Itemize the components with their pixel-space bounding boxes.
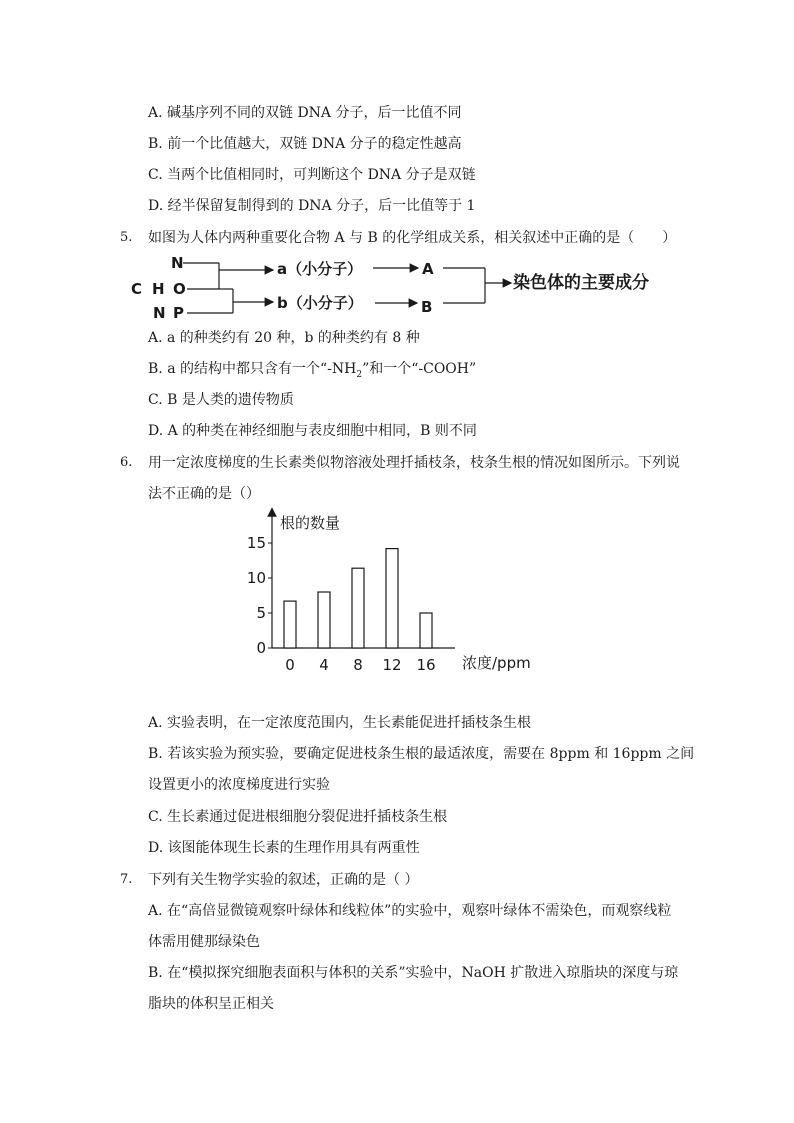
- q7-option-a-line2: 体需用健那绿染色: [148, 934, 260, 950]
- q4-option-c: C. 当两个比值相同时，可判断这个 DNA 分子是双链: [148, 167, 476, 183]
- element-h: H: [152, 280, 165, 298]
- q6-option-c: C. 生长素通过促进根细胞分裂促进扦插枝条生根: [148, 809, 448, 825]
- bar-8: [352, 568, 364, 648]
- q6-option-b-line2: 设置更小的浓度梯度进行实验: [148, 777, 330, 793]
- element-n-top: N: [171, 254, 184, 272]
- x-tick-label: 16: [416, 656, 436, 674]
- q5-option-b-pre: B. a 的结构中都只含有一个“-NH: [148, 361, 357, 377]
- q5-option-d: D. A 的种类在神经细胞与表皮细胞中相同，B 则不同: [148, 423, 477, 439]
- x-tick-label: 4: [319, 656, 329, 674]
- q6-number: 6.: [120, 455, 133, 470]
- q7-number: 7.: [120, 872, 133, 887]
- bar-12: [386, 549, 398, 648]
- x-tick-label: 0: [285, 656, 295, 674]
- q6-stem-line2: 法不正确的是（）: [148, 486, 260, 502]
- q7-option-a-line1: A. 在“高倍显微镜观察叶绿体和线粒体”的实验中，观察叶绿体不需染色，而观察线粒: [148, 903, 672, 919]
- q4-option-a: A. 碱基序列不同的双链 DNA 分子，后一比值不同: [148, 105, 462, 121]
- q5-option-b: [148, 359, 476, 385]
- q5-option-b-sub: 2: [356, 369, 363, 380]
- composition-diagram: [125, 252, 685, 322]
- y-tick-label: 0: [256, 639, 266, 657]
- small-molecule-b: b（小分子）: [277, 294, 363, 312]
- q4-option-b: B. 前一个比值越大，双链 DNA 分子的稳定性越高: [148, 136, 462, 152]
- x-tick-label: 8: [353, 656, 363, 674]
- bar-4: [318, 592, 330, 648]
- q7-option-b-line1: B. 在“模拟探究细胞表面积与体积的关系”实验中，NaOH 扩散进入琼脂块的深度与琼: [148, 965, 679, 981]
- q4-option-d: D. 经半保留复制得到的 DNA 分子，后一比值等于 1: [148, 198, 476, 214]
- q5-option-b-post: ”和一个“-COOH”: [362, 361, 477, 377]
- y-tick-label: 5: [256, 604, 266, 622]
- compound-a: A: [422, 260, 434, 278]
- q5-option-a: A. a 的种类约有 20 种，b 的种类约有 8 种: [148, 330, 420, 346]
- q6-option-d: D. 该图能体现生长素的生理作用具有两重性: [148, 840, 420, 856]
- element-n-bottom: N: [153, 304, 166, 322]
- q6-option-b-line1: B. 若该实验为预实验，要确定促进枝条生根的最适浓度，需要在 8ppm 和 16ppm 之间: [148, 746, 695, 762]
- q6-stem-line1: 用一定浓度梯度的生长素类似物溶液处理扦插枝条，枝条生根的情况如图所示。下列说: [148, 455, 680, 471]
- element-c: C: [131, 280, 143, 298]
- element-p: P: [173, 304, 184, 322]
- compound-b: B: [421, 298, 433, 316]
- bar-16: [420, 613, 432, 648]
- x-tick-label: 12: [382, 656, 402, 674]
- q7-option-b-line2: 脂块的体积呈正相关: [148, 996, 274, 1012]
- q6-option-a: A. 实验表明，在一定浓度范围内，生长素能促进扦插枝条生根: [148, 715, 532, 731]
- q7-stem: 下列有关生物学实验的叙述，正确的是（ ）: [148, 872, 419, 888]
- root-count-bar-chart: [246, 508, 550, 678]
- y-axis-label: 根的数量: [280, 514, 341, 532]
- q5-stem: 如图为人体内两种重要化合物 A 与 B 的化学组成关系，相关叙述中正确的是（ ）: [148, 230, 677, 246]
- chromosome-component: 染色体的主要成分: [513, 273, 649, 293]
- small-molecule-a: a（小分子）: [277, 260, 363, 278]
- q5-number: 5.: [120, 230, 133, 245]
- bar-0: [284, 601, 296, 648]
- q5-option-c: C. B 是人类的遗传物质: [148, 392, 294, 408]
- y-tick-label: 10: [246, 569, 266, 587]
- element-o: O: [173, 280, 186, 298]
- y-tick-label: 15: [246, 534, 266, 552]
- x-axis-label: 浓度/ppm: [462, 654, 531, 672]
